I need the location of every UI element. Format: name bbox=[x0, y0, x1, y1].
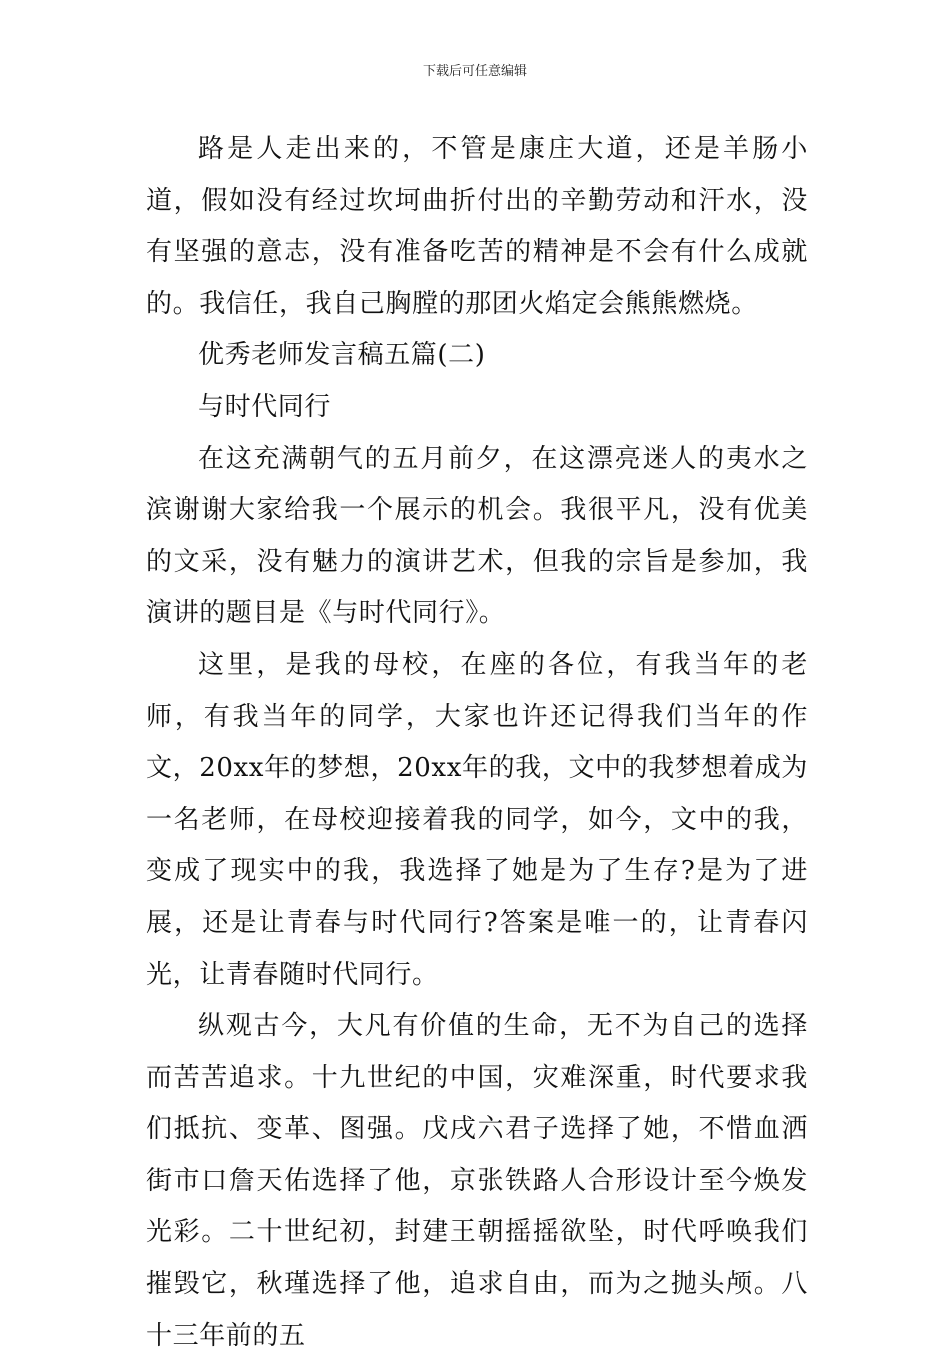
document-body bbox=[146, 124, 808, 1362]
section-title: 优秀老师发言稿五篇(二) bbox=[198, 340, 486, 371]
paragraph-intro: 路是人走出来的，不管是康庄大道，还是羊肠小道，假如没有经过坎坷曲折付出的辛勤劳动和汗水，没有坚强的意志，没有准备吃苦的精神是不会有什么成就的。我信任，我自己胸膛的那团火焰定会熊熊燃烧。 bbox=[146, 134, 808, 319]
page-header-note: 下载后可任意编辑 bbox=[422, 64, 527, 79]
speech-title: 与时代同行 bbox=[198, 391, 332, 422]
paragraph-opening: 在这充满朝气的五月前夕，在这漂亮迷人的夷水之滨谢谢大家给我一个展示的机会。我很平凡，没有优美的文采，没有魅力的演讲艺术，但我的宗旨是参加，我演讲的题目是《与时代同行》。 bbox=[146, 443, 808, 629]
paragraph-history: 纵观古今，大凡有价值的生命，无不为自己的选择而苦苦追求。十九世纪的中国，灾难深重，时代要求我们抵抗、变革、图强。戊戌六君子选择了她，不惜血洒街市口詹天佑选择了他，京张铁路人合形设计至今焕发光彩。二十世纪初，封建王朝摇摇欲坠，时代呼唤我们摧毁它，秋瑾选择了他，追求自由，而为之抛头颅。八十三年前的五 bbox=[146, 1011, 808, 1351]
paragraph-school: 这里，是我的母校，在座的各位，有我当年的老师，有我当年的同学，大家也许还记得我们当年的作文，20xx年的梦想，20xx年的我，文中的我梦想着成为一名老师，在母校迎接着我的同学，如今，文中的我，变成了现实中的我，我选择了她是为了生存?是为了进展，还是让青春与时代同行?答案是唯一的，让青春闪光，让青春随时代同行。 bbox=[146, 649, 808, 990]
